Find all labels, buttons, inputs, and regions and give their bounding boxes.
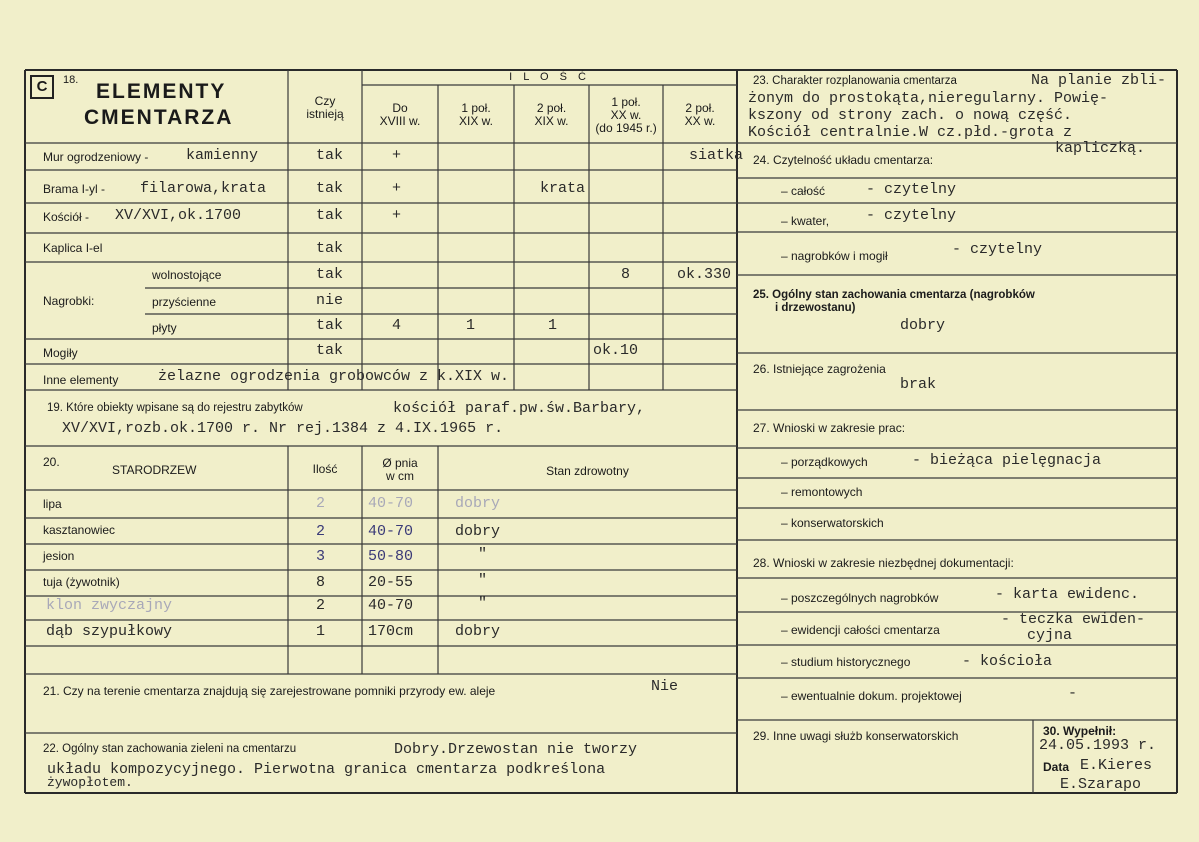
tree-0-state: dobry: [455, 495, 501, 512]
col-2pol-xix: 2 poł. XIX w.: [534, 101, 569, 128]
row-mur-exists: tak: [316, 147, 344, 164]
col-czy-istnieja: Czy istnieją: [306, 94, 344, 121]
row-brama-label: Brama I-yl -: [43, 182, 106, 196]
col-tree-ilosc: Ilość: [312, 462, 338, 476]
s24-item-0-label: – całość: [781, 184, 826, 198]
tree-4-name: klon zwyczajny: [46, 597, 173, 614]
row-wolno-exists: tak: [316, 266, 344, 283]
section-25-label-2: i drzewostanu): [775, 302, 856, 314]
row-kosciol-typed: XV/XVI,ok.1700: [115, 207, 242, 224]
tree-3-qty: 8: [316, 574, 326, 591]
section-29-label: 29. Inne uwagi służb konserwatorskich: [753, 729, 959, 743]
row-mur-typed: kamienny: [186, 147, 259, 164]
s24-item-2-label: – nagrobków i mogił: [781, 249, 888, 263]
row-brama-c1: +: [392, 180, 402, 197]
row-kosciol-c1: +: [392, 207, 402, 224]
section-26-value: brak: [900, 376, 937, 393]
tree-2-name: jesion: [43, 549, 75, 563]
section-28-label: 28. Wnioski w zakresie niezbędnej dokumentacji:: [753, 556, 1014, 570]
section-22-line2: układu kompozycyjnego. Pierwotna granica cmentarza podkreślona: [47, 761, 606, 778]
tree-5-dia: 170cm: [368, 623, 414, 640]
row-mur-c1: +: [392, 147, 402, 164]
row-plyty-label: płyty: [152, 321, 177, 335]
tree-1-state: dobry: [455, 523, 501, 540]
s27-item-0-value: - bieżąca pielęgnacja: [912, 452, 1102, 469]
section-23-line1: Na planie zbli-: [1031, 72, 1167, 89]
tree-3-state: ": [478, 572, 488, 589]
col-tree-diameter: Ø pnia w cm: [382, 456, 418, 483]
row-plyty-c1: 4: [392, 317, 402, 334]
s28-item-0-label: – poszczególnych nagrobków: [781, 591, 939, 605]
section-30-name-1: E.Kieres: [1080, 757, 1153, 774]
s24-item-1-label: – kwater,: [781, 214, 830, 228]
row-inne-typed: żelazne ogrodzenia grobowców z k.XIX w.: [158, 368, 510, 385]
col-2pol-xx: 2 poł. XX w.: [684, 101, 716, 128]
row-wolno-c5: ok.330: [677, 266, 732, 283]
section-letter-box: C: [30, 75, 54, 99]
tree-4-state: ": [478, 595, 488, 612]
section-19-label: 19. Które obiekty wpisane są do rejestru zabytków: [47, 402, 303, 414]
tree-0-name: lipa: [43, 497, 62, 511]
col-tree-stan: Stan zdrowotny: [546, 464, 629, 478]
section-25-value: dobry: [900, 317, 946, 334]
row-mogily-c4: ok.10: [593, 342, 639, 359]
section-20-number: 20.: [43, 455, 60, 469]
row-mogily-exists: tak: [316, 342, 344, 359]
col-do-xviii: Do XVIII w.: [379, 101, 421, 128]
section-25-label-1: 25. Ogólny stan zachowania cmentarza (nagrobków: [753, 289, 1035, 301]
section-22-label: 22. Ogólny stan zachowania zieleni na cmentarzu: [43, 743, 297, 755]
row-brama-c3: krata: [540, 180, 586, 197]
tree-4-dia: 40-70: [368, 597, 414, 614]
s28-item-3-value: -: [1068, 685, 1078, 702]
section-18-title-1: ELEMENTY: [96, 80, 227, 103]
tree-5-qty: 1: [316, 623, 326, 640]
s28-item-2-label: – studium historycznego: [781, 655, 911, 669]
section-30-name-2: E.Szarapo: [1060, 776, 1142, 793]
row-przysc-label: przyścienne: [152, 295, 217, 309]
row-wolno-label: wolnostojące: [152, 268, 222, 282]
s28-item-0-value: - karta ewidenc.: [995, 586, 1140, 603]
section-22-line1: Dobry.Drzewostan nie tworzy: [394, 741, 638, 758]
section-20-title: STARODRZEW: [112, 463, 197, 477]
row-nagrobki-label: Nagrobki:: [43, 294, 95, 308]
row-kaplica-exists: tak: [316, 240, 344, 257]
row-wolno-c4: 8: [621, 266, 631, 283]
row-mogily-label: Mogiły: [43, 346, 78, 360]
row-kosciol-label: Kościół -: [43, 210, 90, 224]
row-mur-c5: siatka: [689, 147, 744, 164]
row-kaplica-label: Kaplica I-el: [43, 241, 103, 255]
s27-item-0-label: – porządkowych: [781, 455, 868, 469]
section-19-line2: XV/XVI,rozb.ok.1700 r. Nr rej.1384 z 4.IX.1965 r.: [62, 420, 504, 437]
row-kosciol-exists: tak: [316, 207, 344, 224]
row-mur-label: Mur ogrodzeniowy -: [43, 150, 149, 164]
tree-3-name: tuja (żywotnik): [43, 575, 120, 589]
section-30-label: 30. Wypełnił:: [1043, 724, 1117, 738]
section-21-answer: Nie: [651, 678, 679, 695]
s27-item-2-label: – konserwatorskich: [781, 516, 884, 530]
col-1pol-xix: 1 poł. XIX w.: [458, 101, 493, 128]
tree-1-dia: 40-70: [368, 523, 414, 540]
s28-item-2-value: - kościoła: [962, 653, 1053, 670]
s28-item-1-value: - teczka ewiden-: [1001, 611, 1146, 628]
row-brama-exists: tak: [316, 180, 344, 197]
section-30-data-label: Data: [1043, 760, 1070, 774]
tree-1-name: kasztanowiec: [43, 523, 116, 537]
col-ilosc-heading: I L O Ś Ć: [509, 71, 590, 83]
row-plyty-c3: 1: [548, 317, 558, 334]
section-26-label: 26. Istniejące zagrożenia: [753, 362, 886, 376]
section-18-number: 18.: [63, 74, 79, 86]
row-inne-label: Inne elementy: [43, 373, 119, 387]
section-22-line3: żywopłotem.: [47, 775, 133, 790]
section-24-label: 24. Czytelność układu cmentarza:: [753, 153, 934, 167]
section-18-title-2: CMENTARZA: [84, 106, 234, 129]
tree-0-qty: 2: [316, 495, 326, 512]
tree-1-qty: 2: [316, 523, 326, 540]
s24-item-1-value: - czytelny: [866, 207, 957, 224]
row-plyty-exists: tak: [316, 317, 344, 334]
section-23-line2: żonym do prostokąta,nieregularny. Powię-: [748, 90, 1109, 107]
section-23-line4: Kościół centralnie.W cz.płd.-grota z: [748, 124, 1073, 141]
s27-item-1-label: – remontowych: [781, 485, 863, 499]
section-23-line3: kszony od strony zach. o nową część.: [748, 107, 1073, 124]
s24-item-2-value: - czytelny: [952, 241, 1043, 258]
s28-item-1-value2: cyjna: [1027, 627, 1073, 644]
section-23-line5: kapliczką.: [1055, 140, 1146, 157]
col-1pol-xx: 1 poł. XX w. (do 1945 r.): [595, 95, 657, 135]
tree-0-dia: 40-70: [368, 495, 414, 512]
row-plyty-c2: 1: [466, 317, 476, 334]
s28-item-1-label: – ewidencji całości cmentarza: [781, 623, 940, 637]
tree-4-qty: 2: [316, 597, 326, 614]
s28-item-3-label: – ewentualnie dokum. projektowej: [781, 689, 962, 703]
section-21-label: 21. Czy na terenie cmentarza znajdują się zarejestrowane pomniki przyrody ew. aleje: [43, 684, 496, 698]
s24-item-0-value: - czytelny: [866, 181, 957, 198]
tree-2-dia: 50-80: [368, 548, 414, 565]
tree-2-state: ": [478, 546, 488, 563]
section-19-line1: kościół paraf.pw.św.Barbary,: [393, 400, 646, 417]
row-brama-typed: filarowa,krata: [140, 180, 267, 197]
row-przysc-exists: nie: [316, 292, 344, 309]
tree-5-state: dobry: [455, 623, 501, 640]
section-30-date: 24.05.1993 r.: [1039, 737, 1157, 754]
tree-5-name: dąb szypułkowy: [46, 623, 173, 640]
section-23-label: 23. Charakter rozplanowania cmentarza: [753, 75, 957, 87]
tree-3-dia: 20-55: [368, 574, 414, 591]
section-27-label: 27. Wnioski w zakresie prac:: [753, 421, 906, 435]
tree-2-qty: 3: [316, 548, 326, 565]
